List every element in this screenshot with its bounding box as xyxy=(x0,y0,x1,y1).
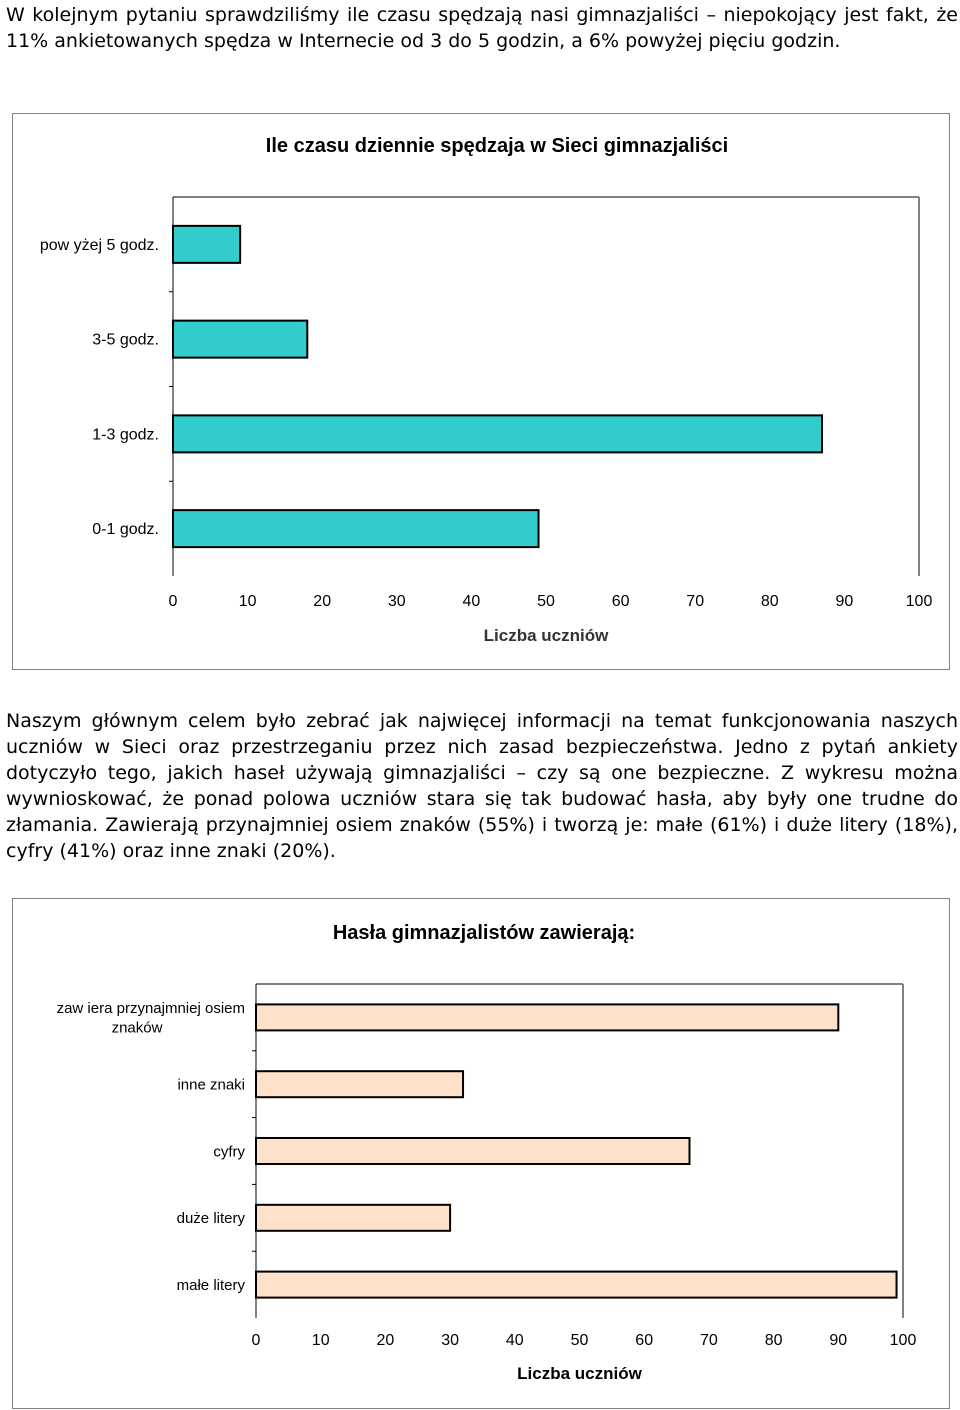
category-label: inne znaki xyxy=(177,1076,245,1094)
category-label: duże litery xyxy=(176,1210,245,1228)
bar xyxy=(173,321,307,358)
x-tick-label: 10 xyxy=(311,1332,330,1349)
x-tick-label: 80 xyxy=(764,1332,783,1349)
x-tick-label: 50 xyxy=(537,593,555,610)
intro-paragraph: W kolejnym pytaniu sprawdziliśmy ile czasu spędzają nasi gimnazjaliści – niepokojący jest fakt, że 11% ankietowanych spędza w Internecie od 3 do 5 godzin, a 6% powyżej pięciu godzin. xyxy=(6,4,958,52)
x-axis-label: Liczba uczniów xyxy=(483,626,609,645)
x-tick-label: 100 xyxy=(889,1332,917,1349)
x-tick-label: 80 xyxy=(760,593,779,610)
chart-title: Hasła gimnazjalistów zawierają: xyxy=(332,922,636,944)
category-label: 1-3 godz. xyxy=(92,426,159,444)
time-online-chart xyxy=(12,113,950,670)
x-axis-label: Liczba uczniów xyxy=(517,1364,642,1383)
passwords-chart xyxy=(12,898,950,1409)
category-label: cyfry xyxy=(213,1143,245,1161)
x-tick-label: 90 xyxy=(829,1332,848,1349)
bar xyxy=(173,415,822,452)
x-tick-label: 10 xyxy=(238,593,257,610)
category-label: znaków xyxy=(111,1019,163,1037)
x-tick-label: 50 xyxy=(570,1332,589,1349)
x-tick-label: 40 xyxy=(462,593,481,610)
bar xyxy=(256,1004,838,1030)
category-label: małe litery xyxy=(176,1276,245,1294)
chart-title: Ile czasu dziennie spędzaja w Sieci gimnazjaliści xyxy=(265,135,729,157)
category-label: zaw iera przynajmniej osiem xyxy=(56,999,245,1017)
x-tick-label: 30 xyxy=(387,593,406,610)
x-tick-label: 30 xyxy=(441,1332,459,1349)
bar xyxy=(256,1071,463,1097)
x-tick-label: 60 xyxy=(611,593,630,610)
bar xyxy=(173,226,240,263)
passwords-chart-svg xyxy=(13,899,949,1408)
x-tick-label: 20 xyxy=(376,1332,395,1349)
x-tick-label: 0 xyxy=(251,1332,261,1349)
category-label: pow yżej 5 godz. xyxy=(39,236,159,254)
time-online-chart-svg xyxy=(13,114,949,669)
x-tick-label: 0 xyxy=(168,593,178,610)
bar xyxy=(173,510,539,547)
x-tick-label: 100 xyxy=(905,593,933,610)
x-tick-label: 60 xyxy=(635,1332,654,1349)
x-tick-label: 70 xyxy=(686,593,705,610)
body-paragraph: Naszym głównym celem było zebrać jak najwięcej informacji na temat funkcjonowania naszych uczniów w Sieci oraz przestrzeganiu przez nich zasad bezpieczeństwa. Jedno z pytań ankiety dotyczyło tego, jakich haseł używają gimnazjaliści – czy są one bezpieczne. Z wykresu można wywnioskować, że ponad polowa uczniów stara się tak budować hasła, aby były one trudne do złamania. Zawierają przynajmniej osiem znaków (55%) i tworzą je: małe (61%) i duże litery (18%), cyfry (41%) oraz inne znaki (20%). xyxy=(6,710,958,862)
x-tick-label: 20 xyxy=(313,593,332,610)
bar xyxy=(256,1205,450,1231)
x-tick-label: 40 xyxy=(505,1332,524,1349)
category-label: 0-1 godz. xyxy=(92,521,159,539)
x-tick-label: 70 xyxy=(700,1332,718,1349)
x-tick-label: 90 xyxy=(835,593,854,610)
bar xyxy=(256,1272,897,1298)
category-label: 3-5 godz. xyxy=(92,331,159,349)
bar xyxy=(256,1138,689,1164)
